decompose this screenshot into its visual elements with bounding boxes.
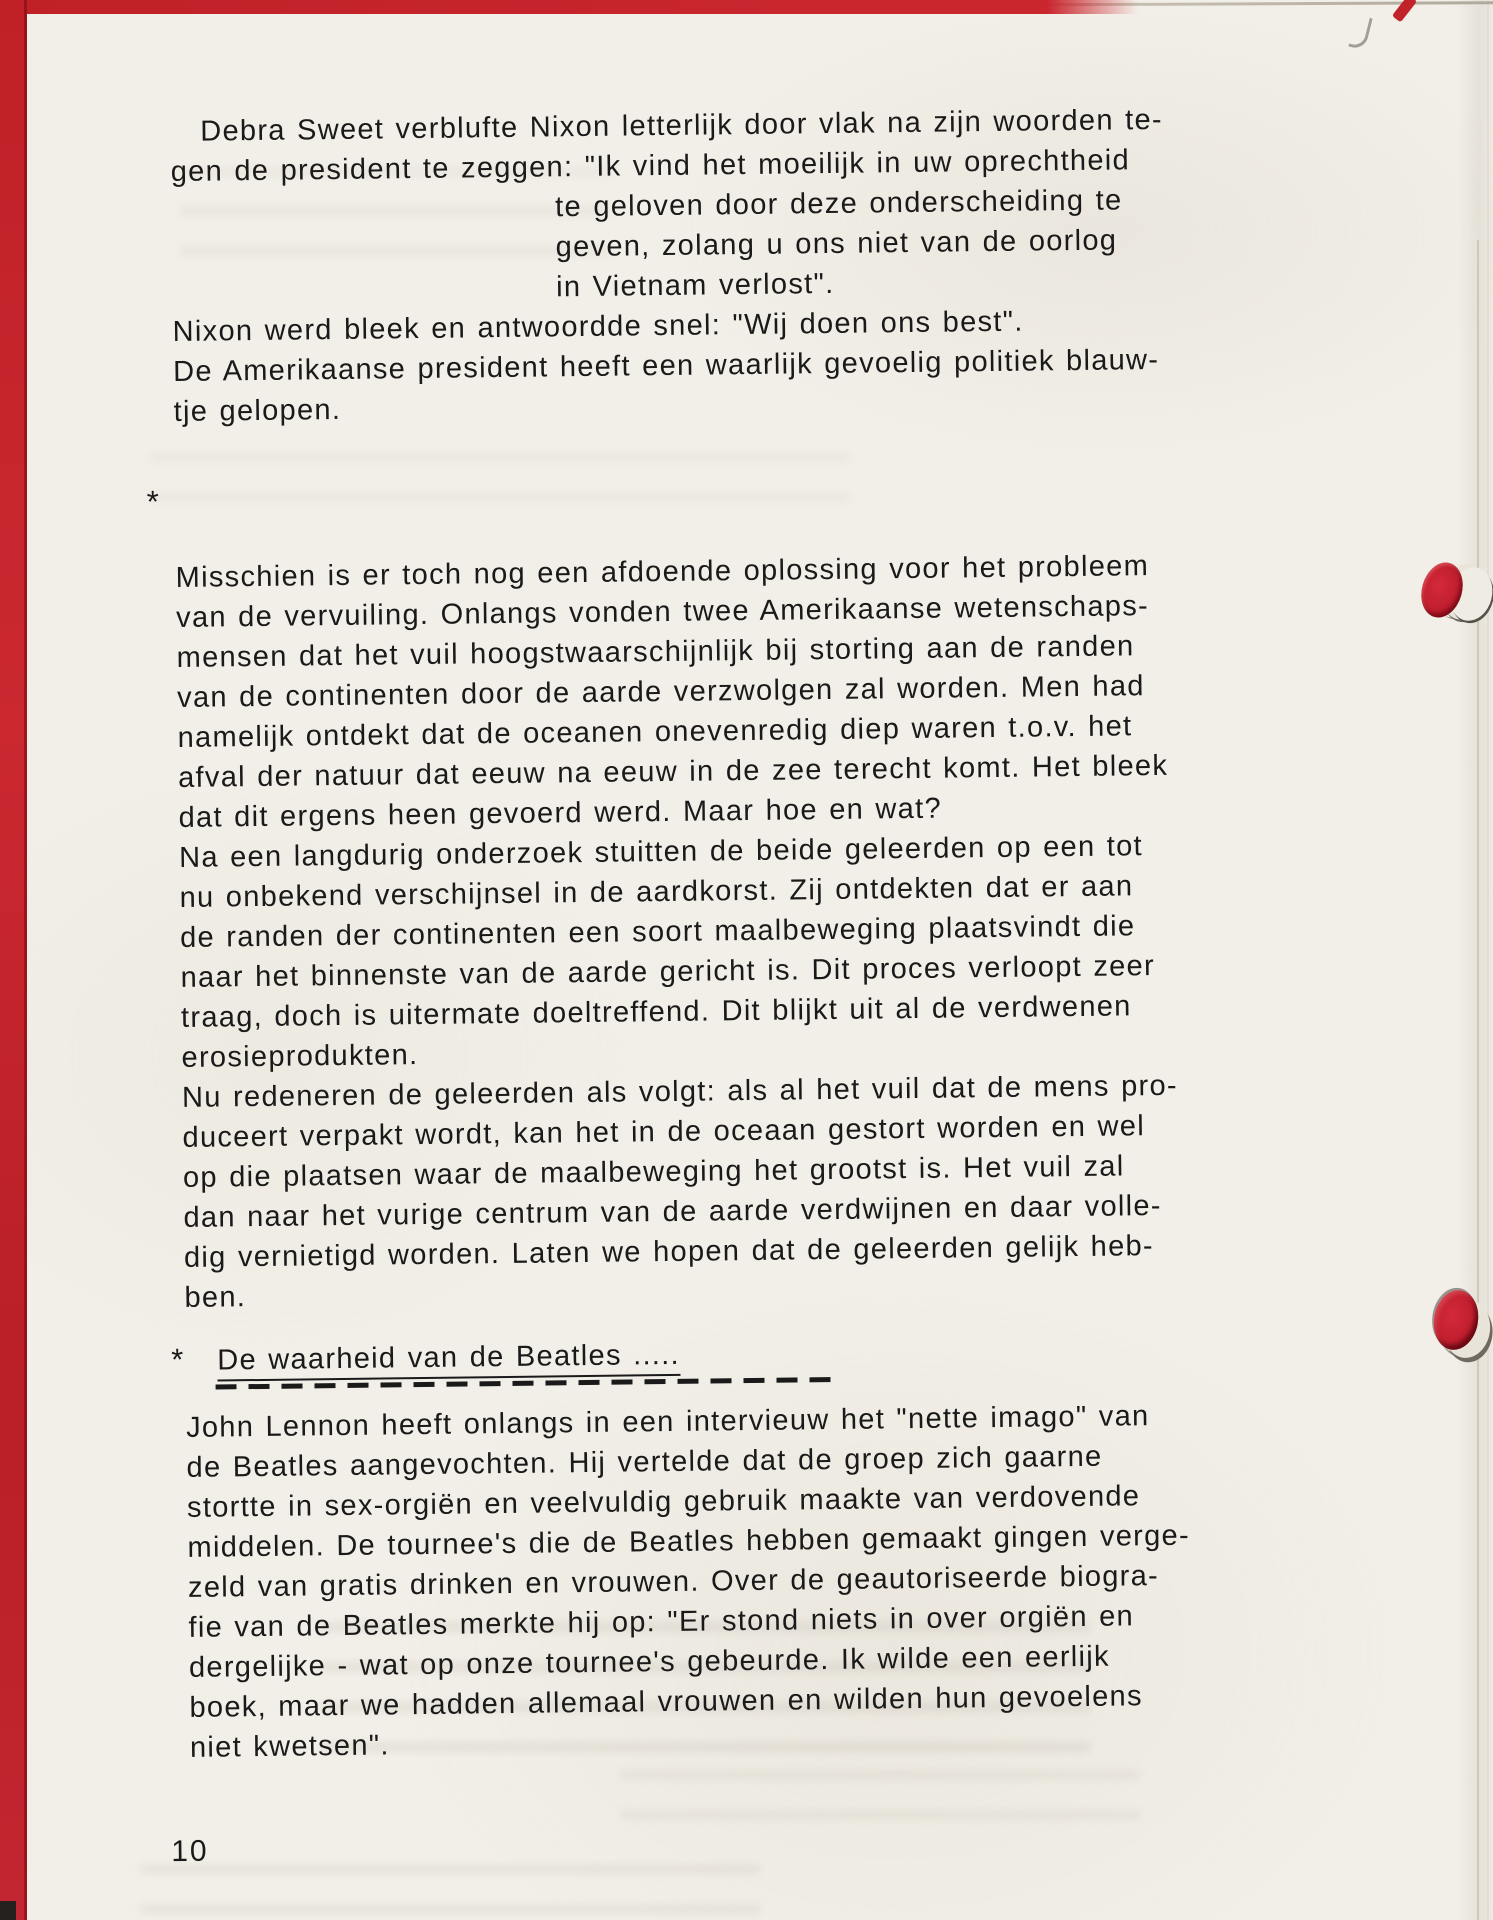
text-line: gen de president te zeggen: "Ik vind het moeilijk in uw oprechtheid — [170, 144, 1131, 188]
heading-asterisk: * — [171, 1341, 185, 1378]
text-line: zeld van gratis drinken en vrouwen. Over de geautoriseerde biogra- — [187, 1560, 1160, 1604]
text-line: de Beatles aangevochten. Hij vertelde dat de groep zich gaarne — [186, 1440, 1103, 1484]
section-heading-beatles — [171, 1325, 1406, 1390]
text-line: geven, zolang u ons niet van de oorlog — [555, 224, 1118, 264]
text-line: van de vervuiling. Onlangs vonden twee Amerikaanse wetenschaps- — [175, 590, 1150, 634]
text-line: mensen dat het vuil hoogstwaarschijnlijk bij storting aan de randen — [176, 630, 1135, 674]
text-line: op die plaatsen waar de maalbeweging het grootst is. Het vuil zal — [182, 1150, 1125, 1194]
text-line: dat dit ergens heen gevoerd werd. Maar hoe en wat? — [178, 792, 943, 834]
text-line: afval der natuur dat eeuw na eeuw in de zee terecht komt. Het bleek — [177, 749, 1169, 794]
text-line: ben. — [184, 1281, 247, 1314]
text-line: tje gelopen. — [173, 393, 342, 428]
red-binding-stud — [1420, 560, 1490, 624]
asterisk-divider: * — [146, 484, 161, 520]
text-line: Misschien is er toch nog een afdoende oplossing voor het probleem — [175, 550, 1150, 594]
text-line: erosieprodukten. — [181, 1039, 419, 1074]
page-number: 10 — [171, 1834, 209, 1869]
red-binding-left-bar — [0, 0, 27, 1920]
text-line: dig vernietigd worden. Laten we hopen dat de geleerden gelijk heb- — [183, 1230, 1155, 1274]
typewritten-text-block — [146, 97, 1410, 1869]
red-binding-top-bar — [0, 0, 1138, 14]
bottom-left-black-mark — [0, 1901, 16, 1920]
text-line: dan naar het vurige centrum van de aarde verdwijnen en daar volle- — [183, 1189, 1162, 1234]
text-line: de randen der continenten een soort maalbeweging plaatsvindt die — [179, 910, 1136, 954]
text-line: middelen. De tournee's die de Beatles hebben gemaakt gingen verge- — [187, 1519, 1191, 1564]
text-line: dergelijke - wat op onze tournee's gebeurde. Ik wilde een eerlijk — [188, 1640, 1111, 1684]
text-line: naar het binnenste van de aarde gericht is. Dit proces verloopt zeer — [180, 950, 1156, 994]
paragraph-beatles — [186, 1393, 1410, 1768]
text-line: Debra Sweet verblufte Nixon letterlijk door vlak na zijn woorden te- — [200, 103, 1164, 148]
text-line: Nixon werd bleek en antwoordde snel: "Wij doen ons best". — [172, 305, 1024, 348]
pen-mark — [1348, 14, 1372, 50]
paragraph-nixon — [170, 97, 1394, 432]
red-binding-stud — [1428, 1288, 1493, 1360]
text-line: fie van de Beatles merkte hij op: "Er stond niets in over orgiën en — [188, 1600, 1135, 1644]
underlying-page-edge-line — [1477, 240, 1479, 1920]
text-line: John Lennon heeft onlangs in een intervieuw het "nette imago" van — [185, 1400, 1150, 1444]
text-line: duceert verpakt wordt, kan het in de oceaan gestort worden en wel — [182, 1110, 1146, 1154]
text-line: niet kwetsen". — [189, 1729, 390, 1764]
text-line: nu onbekend verschijnsel in de aardkorst. Zij ontdekten dat er aan — [179, 870, 1134, 914]
text-line: Na een langdurig onderzoek stuitten de beide geleerden op een tot — [178, 830, 1144, 874]
text-line: in Vietnam verlost". — [555, 267, 835, 304]
text-line: traag, doch is uitermate doeltreffend. Dit blijkt uit al de verdwenen — [180, 990, 1132, 1034]
text-line: Nu redeneren de geleerden als volgt: als al het vuil dat de mens pro- — [181, 1069, 1179, 1114]
paragraph-pollution — [175, 543, 1404, 1318]
heading-text: De waarheid van de Beatles ..... — [217, 1339, 680, 1382]
text-line: De Amerikaanse president heeft een waarlijk gevoelig politiek blauw- — [172, 343, 1160, 388]
text-line: stortte in sex-orgiën en veelvuldig gebruik maakte van verdovende — [186, 1480, 1141, 1524]
text-line: boek, maar we hadden allemaal vrouwen en wilden hun gevoelens — [189, 1680, 1143, 1724]
text-line: van de continenten door de aarde verzwolgen zal worden. Men had — [176, 670, 1145, 714]
text-line: te geloven door deze onderscheiding te — [554, 184, 1123, 224]
text-line: namelijk ontdekt dat de oceanen onevenredig diep waren t.o.v. het — [177, 710, 1133, 754]
underlying-page-edge-line — [1487, 0, 1489, 1920]
ink-bleedthrough-smudge — [140, 1856, 760, 1914]
